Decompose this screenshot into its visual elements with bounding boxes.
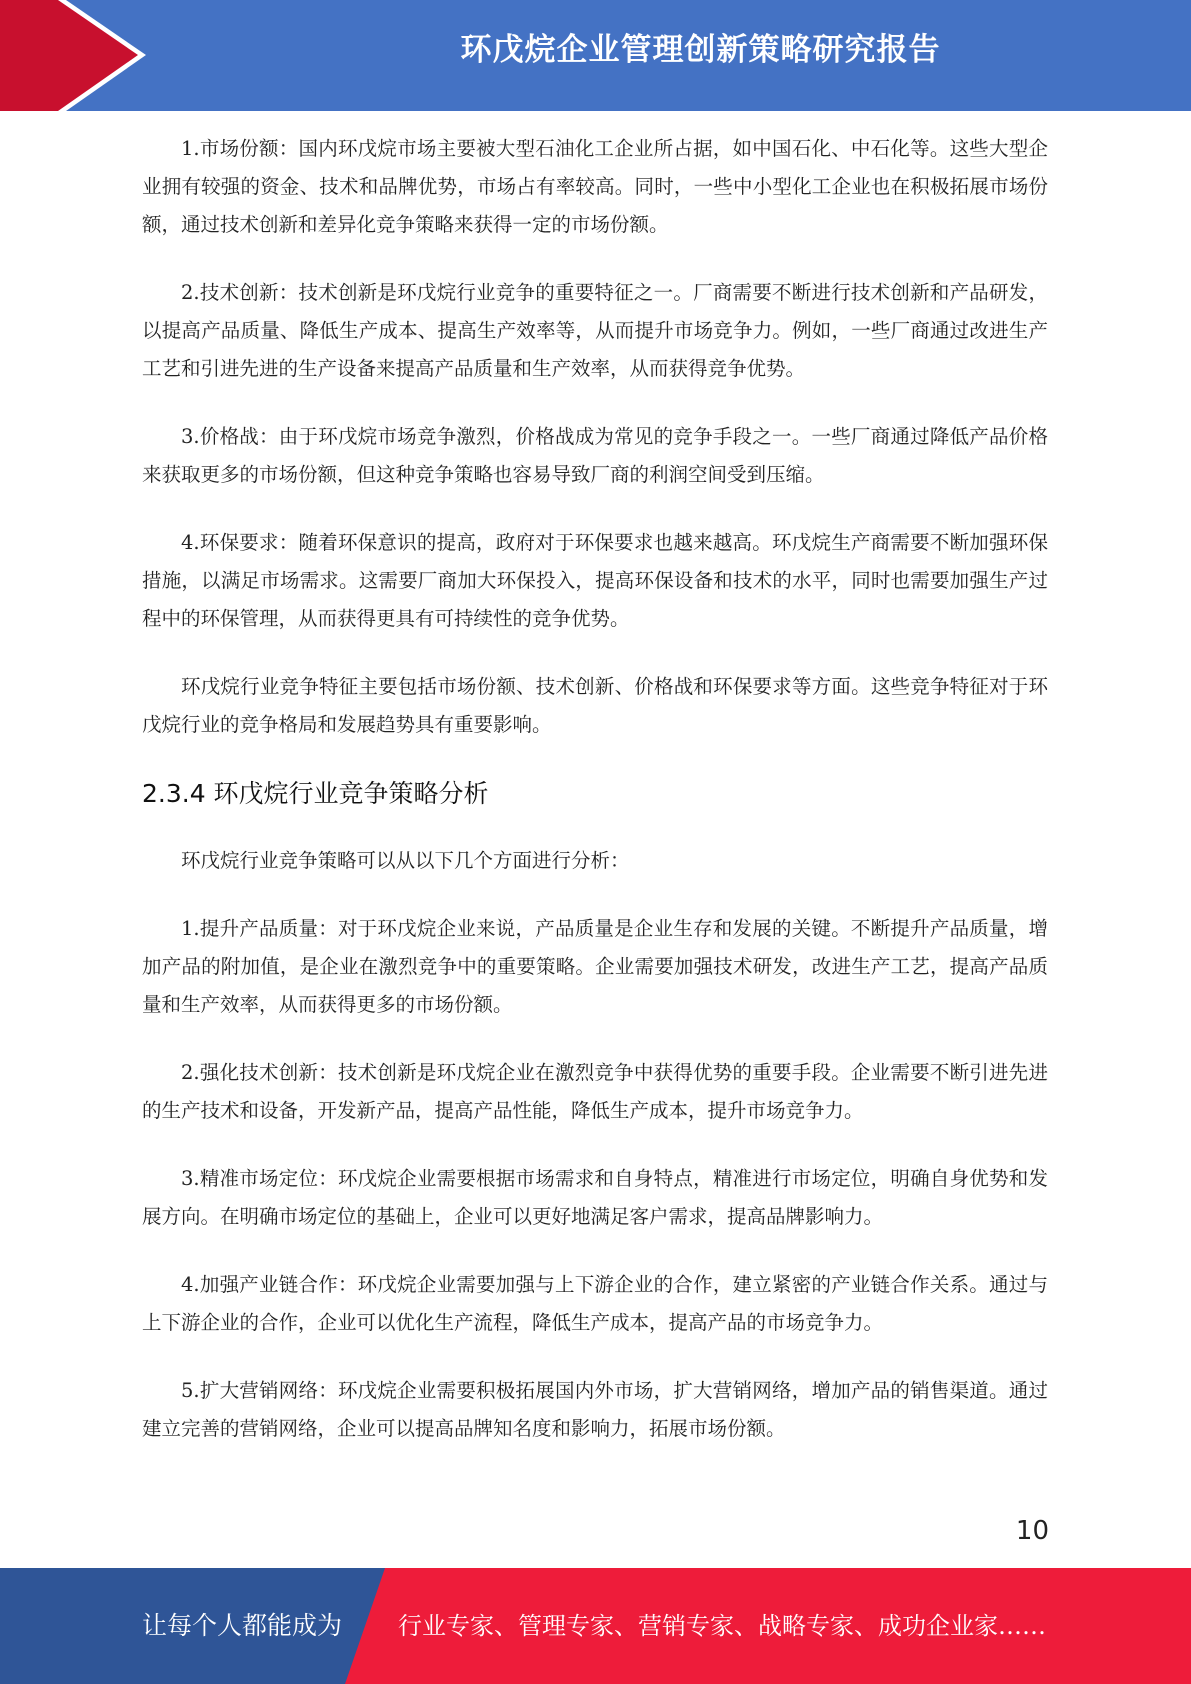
document-body xyxy=(142,130,1048,1478)
footer-slogan-left: 让每个人都能成为 xyxy=(142,1611,343,1640)
paragraph-strategy-marketing: 5.扩大营销网络：环戊烷企业需要积极拓展国内外市场，扩大营销网络，增加产品的销售渠道。通过建立完善的营销网络，企业可以提高品牌知名度和影响力，拓展市场份额。 xyxy=(142,1379,1048,1440)
page-number: 10 xyxy=(1015,1516,1049,1546)
section-heading: 2.3.4 环戊烷行业竞争策略分析 xyxy=(142,779,489,808)
header-title: 环戊烷企业管理创新策略研究报告 xyxy=(460,32,941,68)
paragraph-tech-innovation: 2.技术创新：技术创新是环戊烷行业竞争的重要特征之一。厂商需要不断进行技术创新和产品研发，以提高产品质量、降低生产成本、提高生产效率等，从而提升市场竞争力。例如，一些厂商通过改进生产工艺和引进先进的生产设备来提高产品质量和生产效率，从而获得竞争优势。 xyxy=(142,281,1048,380)
paragraph-strategy-positioning: 3.精准市场定位：环戊烷企业需要根据市场需求和自身特点，精准进行市场定位，明确自身优势和发展方向。在明确市场定位的基础上，企业可以更好地满足客户需求，提高品牌影响力。 xyxy=(142,1167,1048,1228)
header-arrow-decoration xyxy=(0,0,160,111)
paragraph-strategy-chain: 4.加强产业链合作：环戊烷企业需要加强与上下游企业的合作，建立紧密的产业链合作关系。通过与上下游企业的合作，企业可以优化生产流程，降低生产成本，提高产品的市场竞争力。 xyxy=(142,1273,1048,1334)
footer-slogan-right: 行业专家、管理专家、营销专家、战略专家、成功企业家…… xyxy=(398,1612,1046,1640)
paragraph-strategy-intro: 环戊烷行业竞争策略可以从以下几个方面进行分析： xyxy=(181,849,630,872)
paragraph-environmental: 4.环保要求：随着环保意识的提高，政府对于环保要求也越来越高。环戊烷生产商需要不断加强环保措施，以满足市场需求。这需要厂商加大环保投入，提高环保设备和技术的水平，同时也需要加强生产过程中的环保管理，从而获得更具有可持续性的竞争优势。 xyxy=(142,531,1048,630)
paragraph-strategy-quality: 1.提升产品质量：对于环戊烷企业来说，产品质量是企业生存和发展的关键。不断提升产品质量，增加产品的附加值，是企业在激烈竞争中的重要策略。企业需要加强技术研发，改进生产工艺，提高产品质量和生产效率，从而获得更多的市场份额。 xyxy=(142,917,1048,1016)
page-footer xyxy=(0,1568,1191,1684)
paragraph-summary: 环戊烷行业竞争特征主要包括市场份额、技术创新、价格战和环保要求等方面。这些竞争特征对于环戊烷行业的竞争格局和发展趋势具有重要影响。 xyxy=(142,675,1048,736)
paragraph-strategy-innovation: 2.强化技术创新：技术创新是环戊烷企业在激烈竞争中获得优势的重要手段。企业需要不断引进先进的生产技术和设备，开发新产品，提高产品性能，降低生产成本，提升市场竞争力。 xyxy=(142,1061,1048,1122)
paragraph-price-war: 3.价格战：由于环戊烷市场竞争激烈，价格战成为常见的竞争手段之一。一些厂商通过降低产品价格来获取更多的市场份额，但这种竞争策略也容易导致厂商的利润空间受到压缩。 xyxy=(142,425,1048,486)
paragraph-market-share: 1.市场份额：国内环戊烷市场主要被大型石油化工企业所占据，如中国石化、中石化等。这些大型企业拥有较强的资金、技术和品牌优势，市场占有率较高。同时，一些中小型化工企业也在积极拓展市场份额，通过技术创新和差异化竞争策略来获得一定的市场份额。 xyxy=(142,137,1048,236)
page-header xyxy=(0,0,1191,111)
